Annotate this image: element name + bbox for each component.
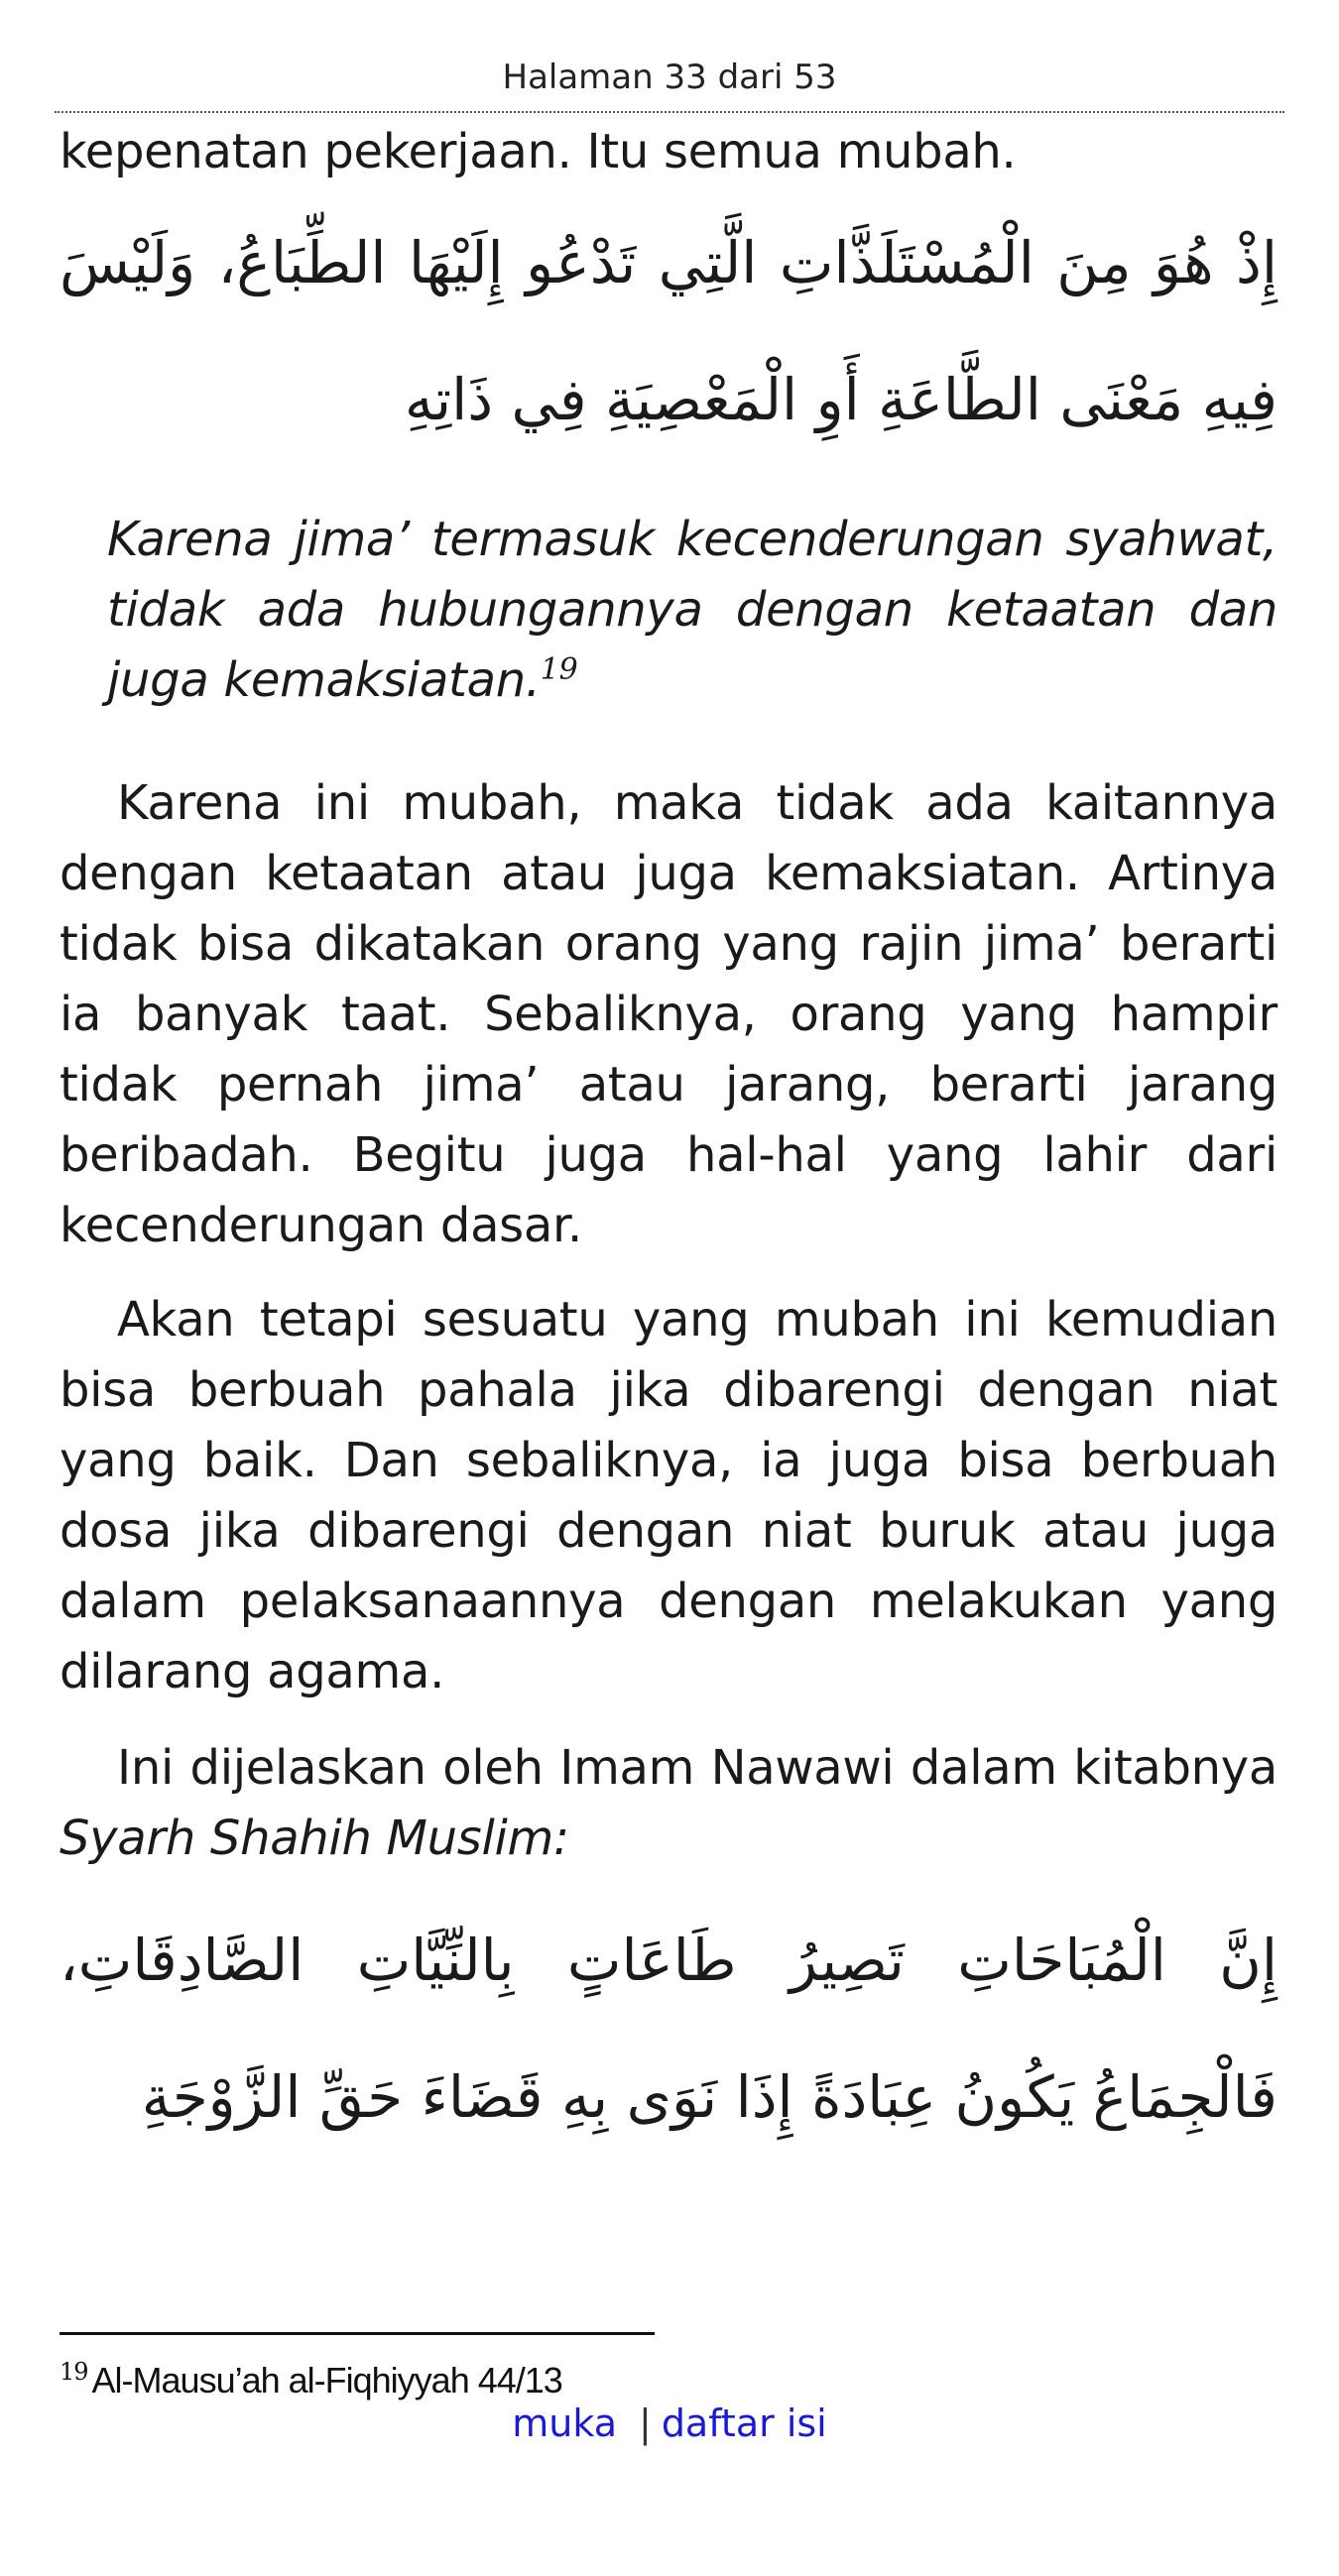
arabic-quote-2: إِنَّ الْمُبَاحَاتِ تَصِيرُ طَاعَاتٍ بِالنِّيَّاتِ الصَّادِقَاتِ، فَالْجِمَاعُ يَكُونُ عِبَادَةً إِذَا نَوَى بِهِ قَضَاءَ حَقِّ الزَّوْجَةِ [60, 1927, 1278, 2131]
paragraph-2: Akan tetapi sesuatu yang mubah ini kemudian bisa berbuah pahala jika dibarengi dengan niat yang baik. Dan sebaliknya, ia juga bisa berbuah dosa jika dibarengi dengan niat buruk atau juga dalam pelaksanaannya dengan melakukan yang dilarang agama. [60, 1292, 1278, 1699]
book-title: Syarh Shahih Muslim: [60, 1811, 569, 1866]
arabic-quote-1: إِذْ هُوَ مِنَ الْمُسْتَلَذَّاتِ الَّتِي تَدْعُو إِلَيْهَا الطِّبَاعُ، وَلَيْسَ فِيهِ مَعْنَى الطَّاعَةِ أَوِ الْمَعْصِيَةِ فِي ذَاتِهِ [60, 229, 1278, 433]
header-divider [55, 111, 1284, 113]
footnote-text: Al-Mausu’ah al-Fiqhiyyah 44/13 [91, 2360, 562, 2400]
page-navigation [0, 2401, 1339, 2445]
nav-separator: | [639, 2401, 652, 2445]
paragraph-continuation: kepenatan pekerjaan. Itu semua mubah. [60, 124, 1017, 179]
translation-quote-text: Karena jima’ termasuk kecenderungan syahwat, tidak ada hubungannya dengan ketaatan dan juga kemaksiatan. [107, 512, 1278, 708]
paragraph-1: Karena ini mubah, maka tidak ada kaitannya dengan ketaatan atau juga kemaksiatan. Artinya tidak bisa dikatakan orang yang rajin jima’ berarti ia banyak taat. Sebaliknya, orang yang hampir tidak pernah jima’ atau jarang, berarti jarang beribadah. Begitu juga hal-hal yang lahir dari kecenderungan dasar. [60, 775, 1278, 1253]
footnote [60, 2358, 562, 2401]
home-link[interactable]: muka [512, 2401, 617, 2445]
footnote-divider [60, 2332, 655, 2335]
paragraph-3 [60, 1733, 1278, 1874]
footnote-reference[interactable]: 19 [540, 652, 578, 687]
translation-quote [107, 505, 1278, 716]
footnote-number: 19 [60, 2358, 88, 2386]
table-of-contents-link[interactable]: daftar isi [661, 2401, 827, 2445]
page-number-header: Halaman 33 dari 53 [502, 58, 837, 97]
paragraph-3-text: Ini dijelaskan oleh Imam Nawawi dalam kitabnya [117, 1740, 1278, 1796]
